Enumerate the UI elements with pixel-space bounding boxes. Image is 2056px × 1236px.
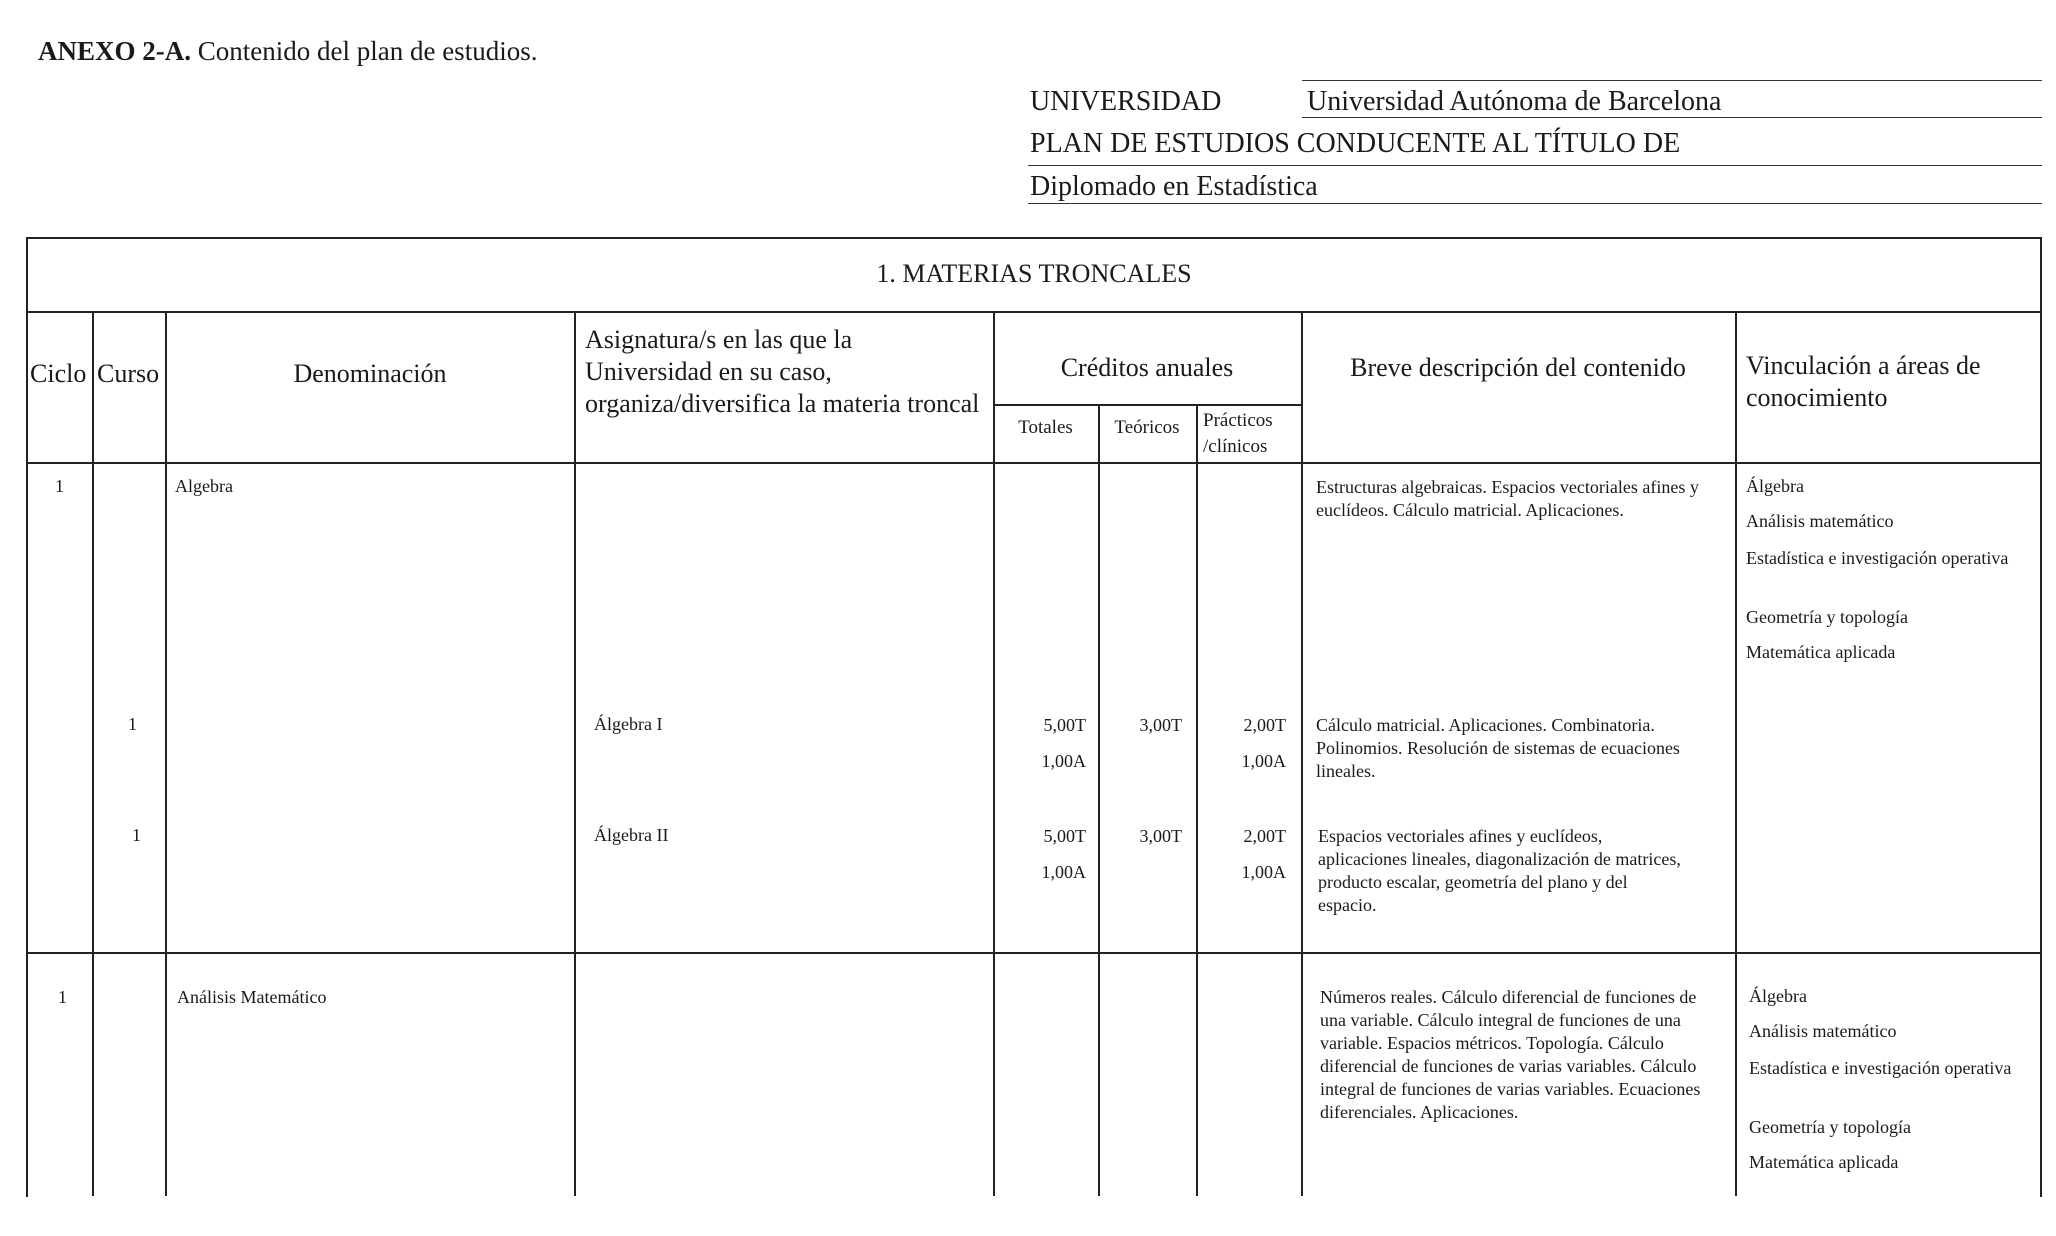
creditos-practicos: 1,00A xyxy=(1241,751,1286,771)
table-border xyxy=(165,311,167,1196)
asignatura-curso: 1 xyxy=(132,825,141,845)
col-header-creditos: Créditos anuales xyxy=(1060,353,1234,382)
area-item: Álgebra xyxy=(1749,986,1807,1006)
table-border xyxy=(26,237,2042,239)
header-rule xyxy=(1028,165,2042,166)
materia-descripcion: Estructuras algebraicas. Espacios vectoriales afines y euclídeos. Cálculo matricial. Aplicaciones. xyxy=(1316,477,1699,520)
creditos-totales: 1,00A xyxy=(1041,862,1086,882)
materia-descripcion: Números reales. Cálculo diferencial de funciones de una variable. Cálculo integral de funciones de una variable. Espacios métricos. Topología. Cálculo diferencial de funciones de varias variables. Cálculo integral de funciones de varias variables. Ecuaciones diferenciales. Aplicaciones. xyxy=(1320,987,1701,1122)
materia-ciclo: 1 xyxy=(58,987,67,1007)
header-rule xyxy=(1028,203,2042,204)
area-item: Matemática aplicada xyxy=(1746,642,1896,662)
asignatura-curso: 1 xyxy=(128,714,137,734)
materia-denominacion: Análisis Matemático xyxy=(177,987,327,1007)
col-header-descripcion: Breve descripción del contenido xyxy=(1350,353,1686,382)
area-item: Álgebra xyxy=(1746,476,1804,496)
asignatura-descripcion: Cálculo matricial. Aplicaciones. Combinatoria. Polinomios. Resolución de sistemas de ecuaciones lineales. xyxy=(1316,715,1680,781)
col-header-asignatura: Asignatura/s en las que la Universidad en su caso, organiza/diversifica la materia troncal xyxy=(585,325,980,418)
annex-title xyxy=(38,36,537,67)
col-header-denominacion: Denominación xyxy=(293,359,447,388)
col-header-curso: Curso xyxy=(97,359,160,388)
materia-denominacion: Algebra xyxy=(175,476,233,496)
header-rule xyxy=(1302,117,2042,118)
table-border xyxy=(92,311,94,1196)
creditos-teoricos: 3,00T xyxy=(1139,826,1182,846)
table-border xyxy=(26,952,2042,954)
table-border xyxy=(26,311,2042,313)
annex-label: ANEXO 2-A. xyxy=(38,36,191,66)
creditos-totales: 1,00A xyxy=(1041,751,1086,771)
table-border xyxy=(1735,311,1737,1196)
table-border xyxy=(2040,237,2042,1197)
asignatura-nombre: Álgebra I xyxy=(594,714,663,734)
table-border xyxy=(574,311,576,1196)
plan-label: PLAN DE ESTUDIOS CONDUCENTE AL TÍTULO DE xyxy=(1030,128,1681,159)
table-border xyxy=(26,462,2042,464)
area-item: Análisis matemático xyxy=(1746,511,1894,531)
universidad-label: UNIVERSIDAD xyxy=(1030,86,1222,117)
table-border xyxy=(1301,311,1303,1196)
creditos-teoricos: 3,00T xyxy=(1139,715,1182,735)
area-item: Geometría y topología xyxy=(1749,1117,1911,1137)
area-item: Geometría y topología xyxy=(1746,607,1908,627)
creditos-practicos: 2,00T xyxy=(1243,826,1286,846)
creditos-totales: 5,00T xyxy=(1043,826,1086,846)
col-header-vinculacion: Vinculación a áreas de conocimiento xyxy=(1746,351,1981,412)
asignatura-nombre: Álgebra II xyxy=(594,825,669,845)
table-border xyxy=(26,237,28,1197)
section-title: 1. MATERIAS TRONCALES xyxy=(876,259,1192,288)
col-header-practicos: Prácticos /clínicos xyxy=(1203,410,1273,457)
area-item: Análisis matemático xyxy=(1749,1021,1897,1041)
asignatura-descripcion: Espacios vectoriales afines y euclídeos, aplicaciones lineales, diagonalización de matrices, producto escalar, geometría del plano y del espacio. xyxy=(1318,826,1681,915)
materia-ciclo: 1 xyxy=(55,476,64,496)
titulo-value: Diplomado en Estadística xyxy=(1030,171,1318,202)
col-header-totales: Totales xyxy=(1018,417,1073,438)
creditos-totales: 5,00T xyxy=(1043,715,1086,735)
col-header-teoricos: Teóricos xyxy=(1114,417,1180,438)
table-border xyxy=(993,311,995,1196)
creditos-practicos: 2,00T xyxy=(1243,715,1286,735)
table-border xyxy=(1098,404,1100,1196)
area-item: Matemática aplicada xyxy=(1749,1152,1899,1172)
table-border xyxy=(993,404,1301,406)
col-header-ciclo: Ciclo xyxy=(30,359,87,388)
header-rule xyxy=(1302,80,2042,81)
creditos-practicos: 1,00A xyxy=(1241,862,1286,882)
universidad-value: Universidad Autónoma de Barcelona xyxy=(1307,86,1722,117)
table-border xyxy=(1196,404,1198,1196)
annex-text: Contenido del plan de estudios. xyxy=(197,36,538,66)
area-item: Estadística e investigación operativa xyxy=(1749,1058,2012,1078)
area-item: Estadística e investigación operativa xyxy=(1746,548,2009,568)
